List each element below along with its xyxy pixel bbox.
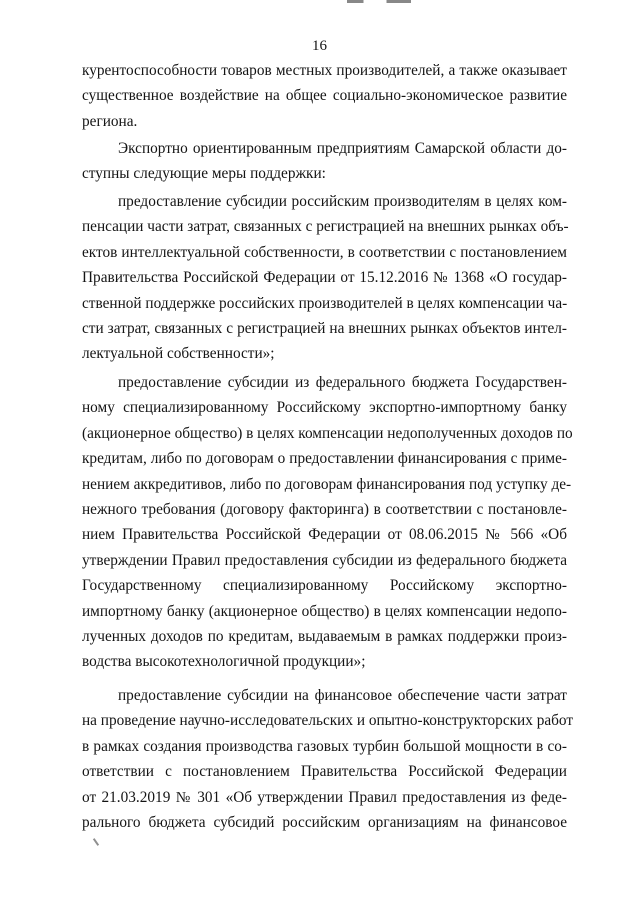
scan-artifact-top [347, 0, 411, 3]
text-line: на проведение научно-исследовательских и опытно-конструкторских работ [82, 712, 574, 730]
text-line: ектов интеллектуальной собственности, в соответствии с постановлением [82, 243, 567, 261]
text-line: импортному банку (акционерное общество) в целях компенсации недопо- [82, 602, 567, 620]
text-line: кредитам, либо по договорам о предоставлении финансирования с приме- [82, 450, 567, 468]
paragraph-subsidy-eximbank [82, 370, 573, 675]
text-line: в рамках создания производства газовых турбин большой мощности в со- [82, 737, 567, 755]
text-line: Государственному специализированному Российскому экспортно- [82, 577, 567, 595]
text-line: лектуальной собственности»; [82, 345, 275, 363]
text-line: Экспортно ориентированным предприятиям Самарской области до- [118, 140, 567, 157]
text-line: лученных доходов по кредитам, выдаваемым в рамках поддержки произ- [82, 627, 567, 645]
text-line: (акционерное общество) в целях компенсации недополученных доходов по [82, 424, 573, 442]
text-line: региона. [82, 112, 138, 130]
paragraph-intro-measures [82, 136, 567, 187]
text-line: ственной поддержке российских производителей в целях компенсации ча- [82, 294, 568, 312]
text-line: нием Правительства Российской Федерации от 08.06.2015 № 566 «Об [82, 526, 567, 544]
text-line: предоставление субсидии из федерального бюджета Государствен- [118, 374, 567, 391]
text-line: курентоспособности товаров местных производителей, а также оказывает [82, 62, 567, 79]
text-line: ответствии с постановлением Правительства Российской Федерации [82, 763, 567, 781]
text-line: существенное воздействие на общее социально-экономическое развитие [82, 87, 567, 105]
text-line: водства высокотехнологичной продукции»; [82, 653, 366, 671]
paragraph-subsidy-gas-turbines [82, 683, 574, 835]
text-line: нежного требования (договору факторинга) в соответствии с постановле- [82, 500, 567, 518]
text-line: от 21.03.2019 № 301 «Об утверждении Правил предоставления из феде- [82, 788, 567, 806]
text-line: Правительства Российской Федерации от 15.12.2016 № 1368 «О государ- [82, 269, 567, 287]
text-line: нением аккредитивов, либо по договорам финансирования под уступку де- [82, 475, 572, 493]
text-line: сти затрат, связанных с регистрацией на внешних рынках объектов интел- [82, 319, 567, 337]
text-line: предоставление субсидии на финансовое обеспечение части затрат [118, 687, 567, 704]
text-line: рального бюджета субсидий российским организациям на финансовое [82, 813, 567, 831]
text-line: пенсации части затрат, связанных с регистрацией на внешних рынках объ- [82, 218, 569, 236]
text-line: ному специализированному Российскому экспортно-импортному банку [82, 399, 567, 417]
text-line: ступны следующие меры поддержки: [82, 165, 326, 183]
paragraph-subsidy-intellectual-property [82, 189, 567, 367]
paragraph-continuation [82, 58, 567, 134]
text-line: утверждении Правил предоставления субсидии из федерального бюджета [82, 551, 567, 569]
text-line: предоставление субсидии российским производителям в целях ком- [118, 193, 567, 210]
page-number: 16 [312, 38, 327, 54]
scan-artifact-mark [93, 838, 99, 846]
